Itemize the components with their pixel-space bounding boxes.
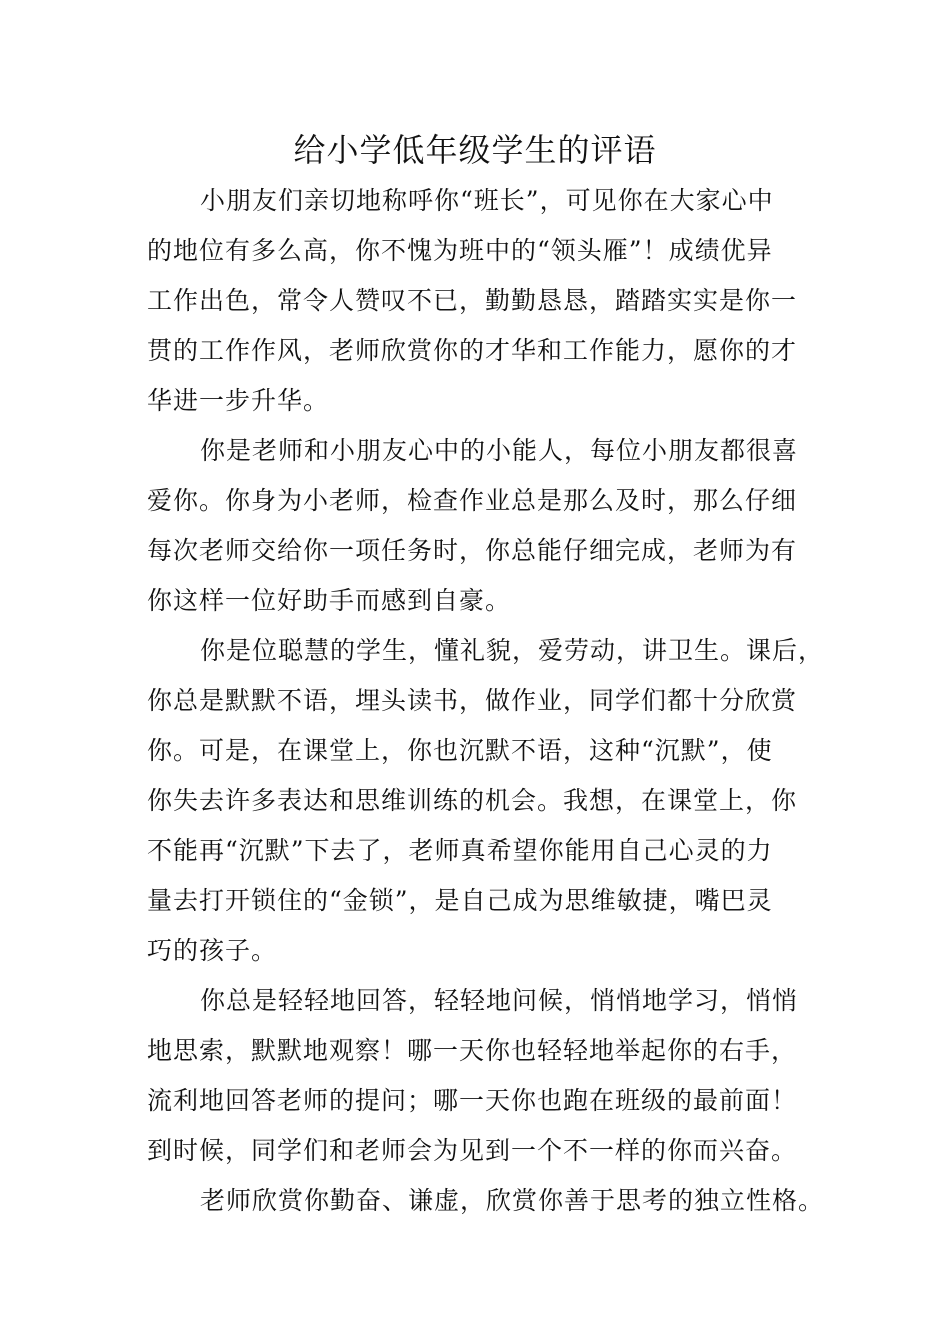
paragraph	[147, 976, 837, 1176]
text-line: 你是老师和小朋友心中的小能人，每位小朋友都很喜	[200, 436, 799, 465]
text-line: 爱你。你身为小老师，检查作业总是那么及时，那么仔细	[147, 486, 798, 515]
text-line: 贯的工作作风，老师欣赏你的才华和工作能力，愿你的才	[147, 336, 798, 365]
text-line: 的地位有多么高，你不愧为班中的“领头雁”！成绩优异	[147, 236, 773, 265]
text-line: 你总是默默不语，埋头读书，做作业，同学们都十分欣赏	[147, 686, 798, 715]
document-body	[147, 176, 837, 1226]
text-line: 每次老师交给你一项任务时，你总能仔细完成，老师为有	[147, 536, 798, 565]
text-line: 你总是轻轻地回答，轻轻地问候，悄悄地学习，悄悄	[200, 986, 799, 1015]
text-line: 地思索，默默地观察！哪一天你也轻轻地举起你的右手，	[147, 1036, 798, 1065]
text-line: 华进一步升华。	[147, 386, 330, 415]
text-line: 量去打开锁住的“金锁”，是自己成为思维敏捷，嘴巴灵	[147, 886, 773, 915]
text-line: 工作出色，常令人赞叹不已，勤勤恳恳，踏踏实实是你一	[147, 286, 798, 315]
text-line: 到时候，同学们和老师会为见到一个不一样的你而兴奋。	[147, 1136, 798, 1165]
paragraph	[147, 626, 837, 976]
text-line: 小朋友们亲切地称呼你“班长”，可见你在大家心中	[200, 186, 774, 215]
document-title: 给小学低年级学生的评语	[293, 131, 657, 169]
text-line: 巧的孩子。	[147, 936, 278, 965]
text-line: 老师欣赏你勤奋、谦虚，欣赏你善于思考的独立性格。	[200, 1186, 825, 1215]
paragraph	[147, 426, 837, 626]
text-line: 不能再“沉默”下去了，老师真希望你能用自己心灵的力	[147, 836, 773, 865]
text-line: 你是位聪慧的学生，懂礼貌，爱劳动，讲卫生。课后，	[200, 636, 825, 665]
paragraph	[147, 176, 837, 426]
text-line: 流利地回答老师的提问；哪一天你也跑在班级的最前面！	[147, 1086, 798, 1115]
text-line: 你失去许多表达和思维训练的机会。我想，在课堂上，你	[147, 786, 798, 815]
text-line: 你这样一位好助手而感到自豪。	[147, 586, 512, 615]
text-line: 你。可是，在课堂上，你也沉默不语，这种“沉默”，使	[147, 736, 773, 765]
paragraph	[147, 1176, 837, 1226]
